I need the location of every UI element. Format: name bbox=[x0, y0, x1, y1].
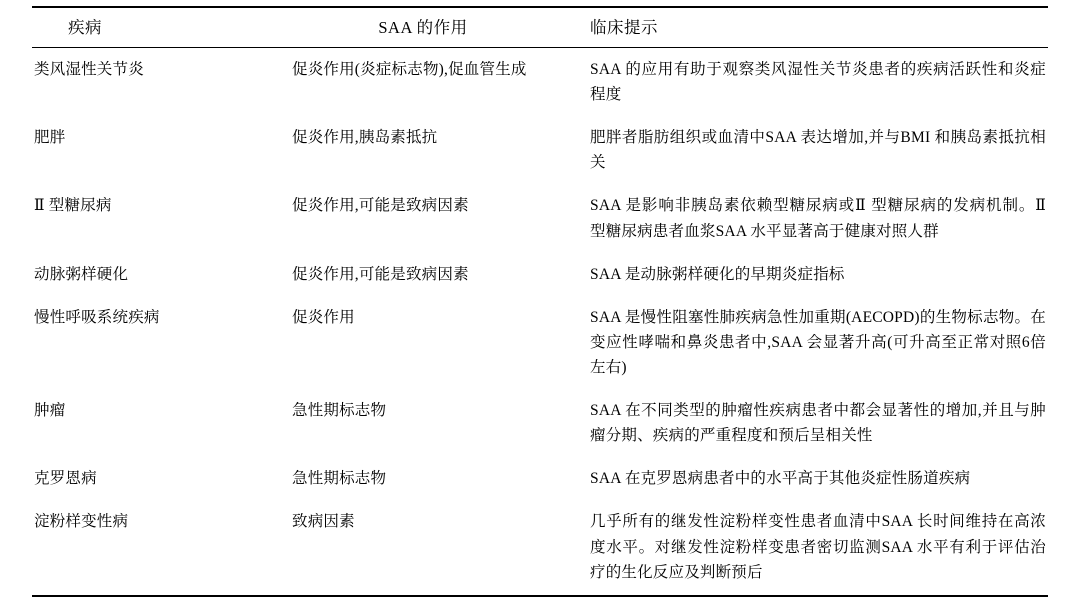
cell-hint: SAA 是影响非胰岛素依赖型糖尿病或Ⅱ 型糖尿病的发病机制。Ⅱ 型糖尿病患者血浆SAA 水平显著高于健康对照人群 bbox=[590, 197, 1046, 240]
cell-hint: SAA 在不同类型的肿瘤性疾病患者中都会显著性的增加,并且与肿瘤分期、疾病的严重程度和预后呈相关性 bbox=[590, 402, 1046, 445]
cell-role: 促炎作用,胰岛素抵抗 bbox=[292, 129, 438, 147]
cell-role: 急性期标志物 bbox=[292, 470, 387, 488]
table-body bbox=[32, 48, 1048, 595]
cell-disease: 克罗恩病 bbox=[34, 470, 97, 488]
cell-disease: 淀粉样变性病 bbox=[34, 513, 129, 531]
cell-hint: 几乎所有的继发性淀粉样变性患者血清中SAA 长时间维持在高浓度水平。对继发性淀粉样变患者密切监测SAA 水平有利于评估治疗的生化反应及判断预后 bbox=[590, 513, 1046, 581]
cell-role: 促炎作用(炎症标志物),促血管生成 bbox=[292, 61, 527, 78]
table-row bbox=[32, 253, 1048, 296]
saa-clinical-table bbox=[32, 6, 1048, 595]
cell-disease: Ⅱ 型糖尿病 bbox=[34, 197, 112, 215]
cell-role: 促炎作用,可能是致病因素 bbox=[292, 197, 469, 215]
cell-role: 急性期标志物 bbox=[292, 402, 387, 420]
cell-disease: 肿瘤 bbox=[34, 402, 66, 420]
column-header-hint: 临床提示 bbox=[582, 7, 1048, 48]
cell-hint: SAA 是慢性阻塞性肺疾病急性加重期(AECOPD)的生物标志物。在变应性哮喘和鼻炎患者中,SAA 会显著升高(可升高至正常对照6倍左右) bbox=[590, 308, 1046, 376]
table-row bbox=[32, 500, 1048, 594]
table-row bbox=[32, 184, 1048, 252]
cell-hint: SAA 在克罗恩病患者中的水平高于其他炎症性肠道疾病 bbox=[590, 470, 971, 488]
cell-role: 致病因素 bbox=[292, 513, 355, 531]
cell-hint: 肥胖者脂肪组织或血清中SAA 表达增加,并与BMI 和胰岛素抵抗相关 bbox=[590, 129, 1046, 172]
table-header bbox=[32, 7, 1048, 48]
table-header-row bbox=[32, 7, 1048, 48]
column-header-disease: 疾病 bbox=[32, 7, 264, 48]
cell-hint: SAA 是动脉粥样硬化的早期炎症指标 bbox=[590, 265, 845, 283]
table-row bbox=[32, 48, 1048, 117]
cell-disease: 类风湿性关节炎 bbox=[34, 61, 144, 78]
cell-disease: 动脉粥样硬化 bbox=[34, 265, 129, 283]
table-row bbox=[32, 389, 1048, 457]
table-bottom-rule bbox=[32, 595, 1048, 597]
table-row bbox=[32, 296, 1048, 389]
column-header-role: SAA 的作用 bbox=[264, 7, 582, 48]
cell-role: 促炎作用,可能是致病因素 bbox=[292, 265, 469, 283]
cell-role: 促炎作用 bbox=[292, 308, 355, 326]
table-row bbox=[32, 116, 1048, 184]
cell-disease: 慢性呼吸系统疾病 bbox=[34, 308, 160, 326]
cell-hint: SAA 的应用有助于观察类风湿性关节炎患者的疾病活跃性和炎症程度 bbox=[590, 61, 1046, 104]
cell-disease: 肥胖 bbox=[34, 129, 66, 147]
document-page bbox=[0, 6, 1080, 581]
table-container bbox=[32, 6, 1048, 597]
table-row bbox=[32, 457, 1048, 500]
